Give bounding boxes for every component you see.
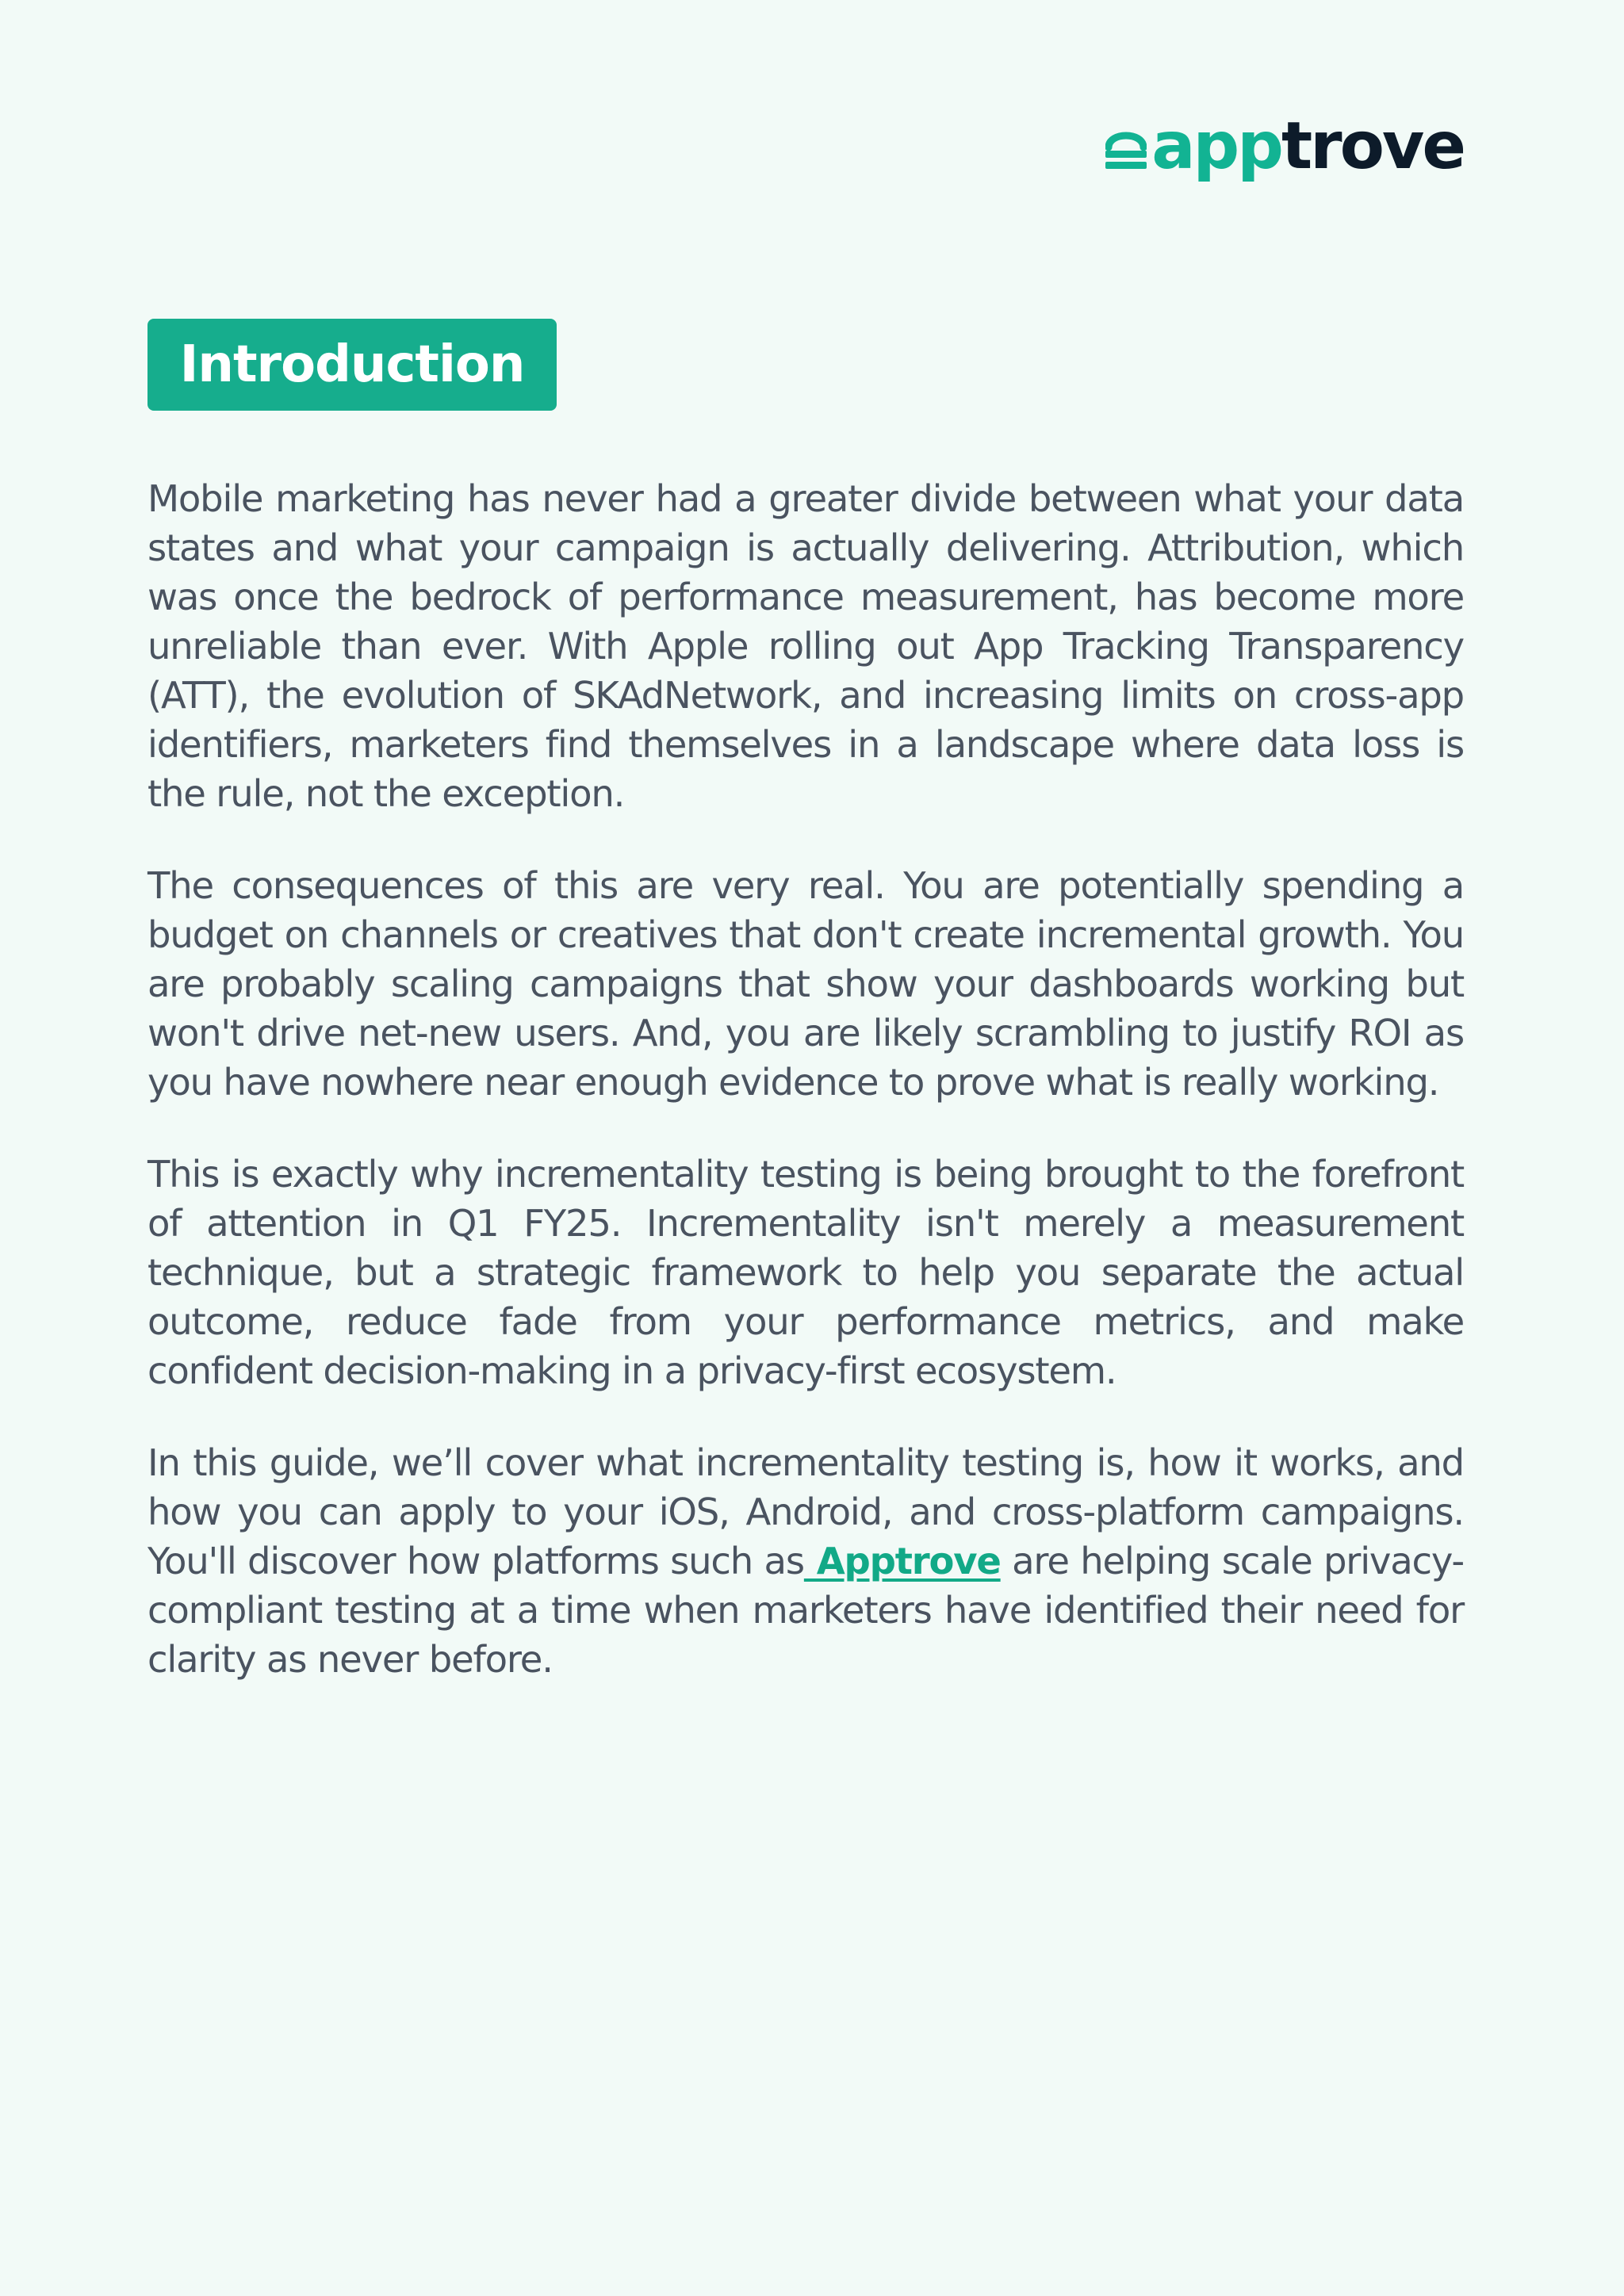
apptrove-link[interactable]: Apptrove: [803, 1540, 1001, 1582]
apptrove-mark-icon: [1105, 124, 1147, 170]
logo-wordmark-app: app: [1151, 109, 1281, 184]
logo-wordmark-trove: trove: [1281, 109, 1464, 184]
paragraph-incrementality: This is exactly why incrementality testing is being brought to the forefront of attention in Q1 FY25. Incrementality isn't merely a measurement technique, but a strategic framework to help you separate the actual outcome, reduce fade from your performance metrics, and make confident decision-making in a privacy-first ecosystem.: [147, 1153, 1464, 1392]
paragraph-intro: Mobile marketing has never had a greater divide between what your data states and what your campaign is actually delivering. Attribution, which was once the bedrock of performance measurement, has become more unreliable than ever. With Apple rolling out App Tracking Transparency (ATT), the evolution of SKAdNetwork, and increasing limits on cross-app identifiers, marketers find themselves in a landscape where data loss is the rule, not the exception.: [147, 477, 1464, 815]
paragraph-consequences: The consequences of this are very real. You are potentially spending a budget on channels or creatives that don't create incremental growth. You are probably scaling campaigns that show your dashboards working but won't drive net-new users. And, you are likely scrambling to justify ROI as you have nowhere near enough evidence to prove what is really working.: [147, 864, 1464, 1104]
section-heading-badge: [147, 319, 557, 411]
paragraph-guide-text-start: In this guide, we’ll cover what incrementality testing is, how it works, and how you can apply to your iOS, Android, and cross-platform campaigns. You'll discover how platforms such as: [147, 1441, 1464, 1582]
section-heading: Introduction: [179, 335, 525, 394]
paragraph-guide: [147, 1438, 1464, 1684]
body-content: [147, 474, 1464, 1727]
apptrove-logo: [1105, 111, 1464, 182]
paragraph-guide-text-end: are helping scale privacy-compliant testing at a time when marketers have identified their need for clarity as never before.: [147, 1540, 1464, 1681]
logo-wordmark: [1151, 109, 1464, 184]
